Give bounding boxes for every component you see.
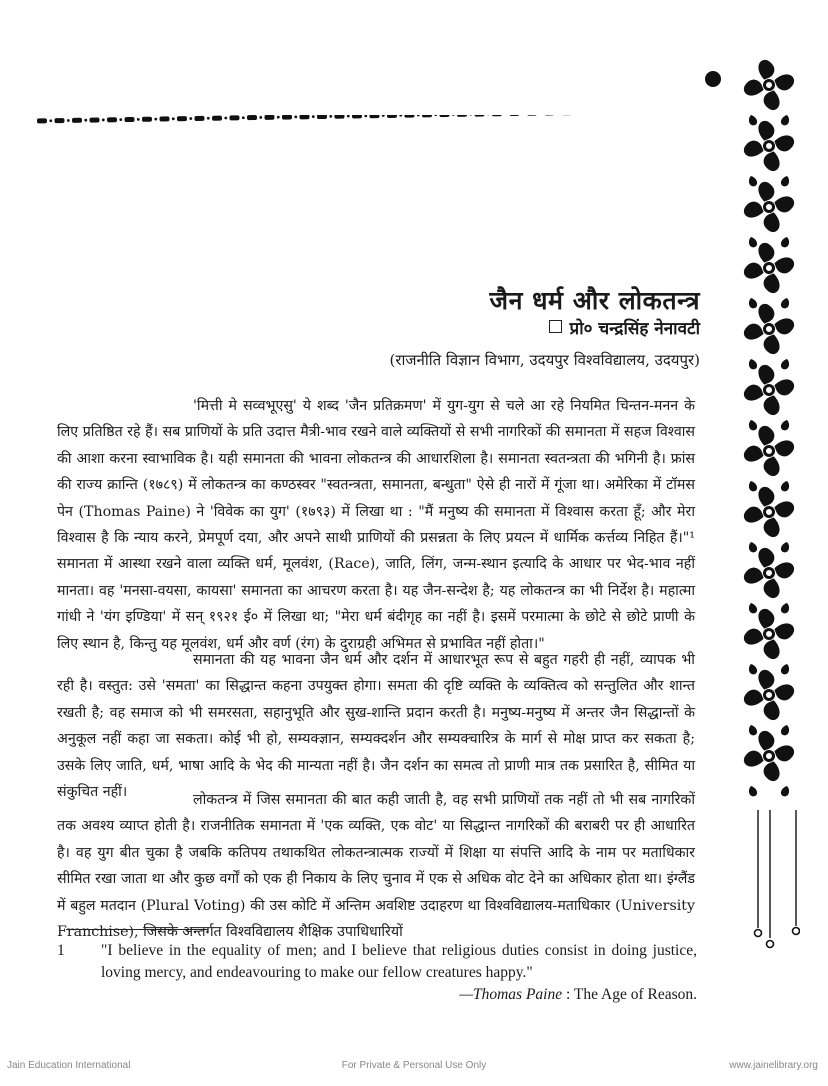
footnote-source-author: —Thomas Paine <box>459 986 563 1003</box>
author-name: प्रो० चन्द्रसिंह नेनावटी <box>569 319 700 339</box>
footnote <box>57 940 697 1006</box>
footnote-number: 1 <box>57 942 65 959</box>
body-paragraph-2 <box>57 647 695 805</box>
decorative-border-terminal-lines <box>740 810 800 950</box>
footnote-source-title: : The Age of Reason. <box>565 986 697 1003</box>
paragraph-text: 'मित्ती मे सव्वभूएसु' ये शब्द 'जैन प्रतिक्रमण' में युग-युग से चले आ रहे नियमित चिन्तन-मनन के लिए प्रतिष्ठित रहे हैं। सब प्राणियों के प्रति उदात्त मैत्री-भाव रखने वाले व्यक्तियों से सभी नागरिकों की समानता में सहज विश्वास की आशा करना स्वाभाविक है। यही समानता की भावना लोकतन्त्र की आधारशिला है। समानता स्वतन्त्रता की भगिनी है। फ्रांस की राज्य क्रान्ति (१७८९) में लोकतन्त्र का कण्ठस्वर "स्वतन्त्रता, समानता, बन्धुता" ऐसे ही नारों में गूंजा था। अमेरिका में टॉमस पेन (Thomas Paine) ने 'विवेक का युग' (१७९३) में लिखा था : "मैं मनुष्य की समानता में विश्वास करता हूँ; और मेरा विश्वास है कि न्याय करने, प्रेमपूर्ण दया, और अपने साथी प्राणियों की प्रसन्नता के लिए प्रयत्न में धार्मिक कर्त्तव्य निहित हैं।"¹ समानता में आस्था रखने वाला व्यक्ति धर्म, मूलवंश, (Race), जाति, लिंग, जन्म-स्थान इत्यादि के आधार पर भेद-भाव नहीं मानता। वह 'मनसा-वयसा, कायसा' समानता का आचरण करता है। यह जैन-सन्देश है; यह लोकतन्त्र का भी निर्देश है। महात्मा गांधी ने 'यंग इण्डिया' में सन् १९२१ ई० में लिखा था; "मेरा धर्म बंदीगृह का नहीं है। इसमें परमात्मा के छोटे से छोटे प्राणी के लिए स्थान है, किन्तु यह मूलवंश, धर्म और वर्ण (रंग) के दुराग्रही अभिमत से प्रभावित नहीं होता।" <box>57 398 695 652</box>
checkbox-square-icon <box>549 320 562 333</box>
paragraph-text: लोकतन्त्र में जिस समानता की बात कही जाती है, वह सभी प्राणियों तक नहीं तो भी सब नागरिकों तक अवश्य व्याप्त होती है। राजनीतिक समानता में 'एक व्यक्ति, एक वोट' या सिद्धान्त नागरिकों की बराबरी पर ही आधारित है। वह युग बीत चुका है जबकि कतिपय तथाकथित लोकतन्त्रात्मक राज्यों में शिक्षा या संपत्ति आदि के नाम पर मताधिकार सीमित रखा जाता था और कुछ वर्गों को एक ही निकाय के लिए चुनाव में एक से अधिक वोट देने का अधिकार होता था। इंग्लैंड में बहुल मतदान (Plural Voting) की उस कोटि में अन्तिम अवशिष्ट उदाहरण था विश्वविद्यालय-मताधिकार (University Franchise), जिसके अन्तर्गत विश्वविद्यालय शैक्षिक उपाधिधारियों <box>57 792 695 941</box>
body-paragraph-3 <box>57 787 695 945</box>
decorative-dot <box>705 71 721 87</box>
footnote-text: "I believe in the equality of men; and I believe that religious duties consist in doing justice, loving mercy, and endeavouring to make our fellow creatures happy." <box>101 942 697 981</box>
footnote-divider <box>66 929 208 930</box>
article-title: जैन धर्म और लोकतन्त्र <box>489 286 700 315</box>
footer-usage-note: For Private & Personal Use Only <box>341 1060 487 1071</box>
footer-website: www.jainelibrary.org <box>729 1060 818 1071</box>
body-paragraph-1 <box>57 393 695 657</box>
article-author <box>549 316 700 339</box>
author-affiliation: (राजनीति विज्ञान विभाग, उदयपुर विश्वविद्यालय, उदयपुर) <box>389 351 700 369</box>
footnote-source <box>57 984 697 1006</box>
paragraph-text: समानता की यह भावना जैन धर्म और दर्शन में आधारभूत रूप से बहुत गहरी ही नहीं, व्यापक भी रही है। वस्तुत: उसे 'समता' का सिद्धान्त कहना उपयुक्त होगा। समता की दृष्टि व्यक्ति के व्यक्तित्व को सन्तुलित और शान्त रखती है; वह समाज को भी समरसता, सहानुभूति और सुख-शान्ति प्रदान करती है। मनुष्य-मनुष्य में अन्तर जैन सिद्धान्तों के अनुकूल नहीं कहा जा सकता। कोई भी हो, सम्यक्ज्ञान, सम्यक्दर्शन और सम्यक्चारित्र के मार्ग से मोक्ष प्राप्त कर सकता है; उसके लिए जाति, धर्म, भाषा आदि के भेद की मान्यता नहीं है। जैन दर्शन का समत्व तो प्राणी मात्र तक प्रसारित है, सीमित या संकुचित नहीं। <box>57 652 695 801</box>
decorative-dashed-rule <box>35 115 725 127</box>
decorative-paisley-border <box>741 55 797 815</box>
footer-publisher: Jain Education International <box>7 1060 131 1071</box>
